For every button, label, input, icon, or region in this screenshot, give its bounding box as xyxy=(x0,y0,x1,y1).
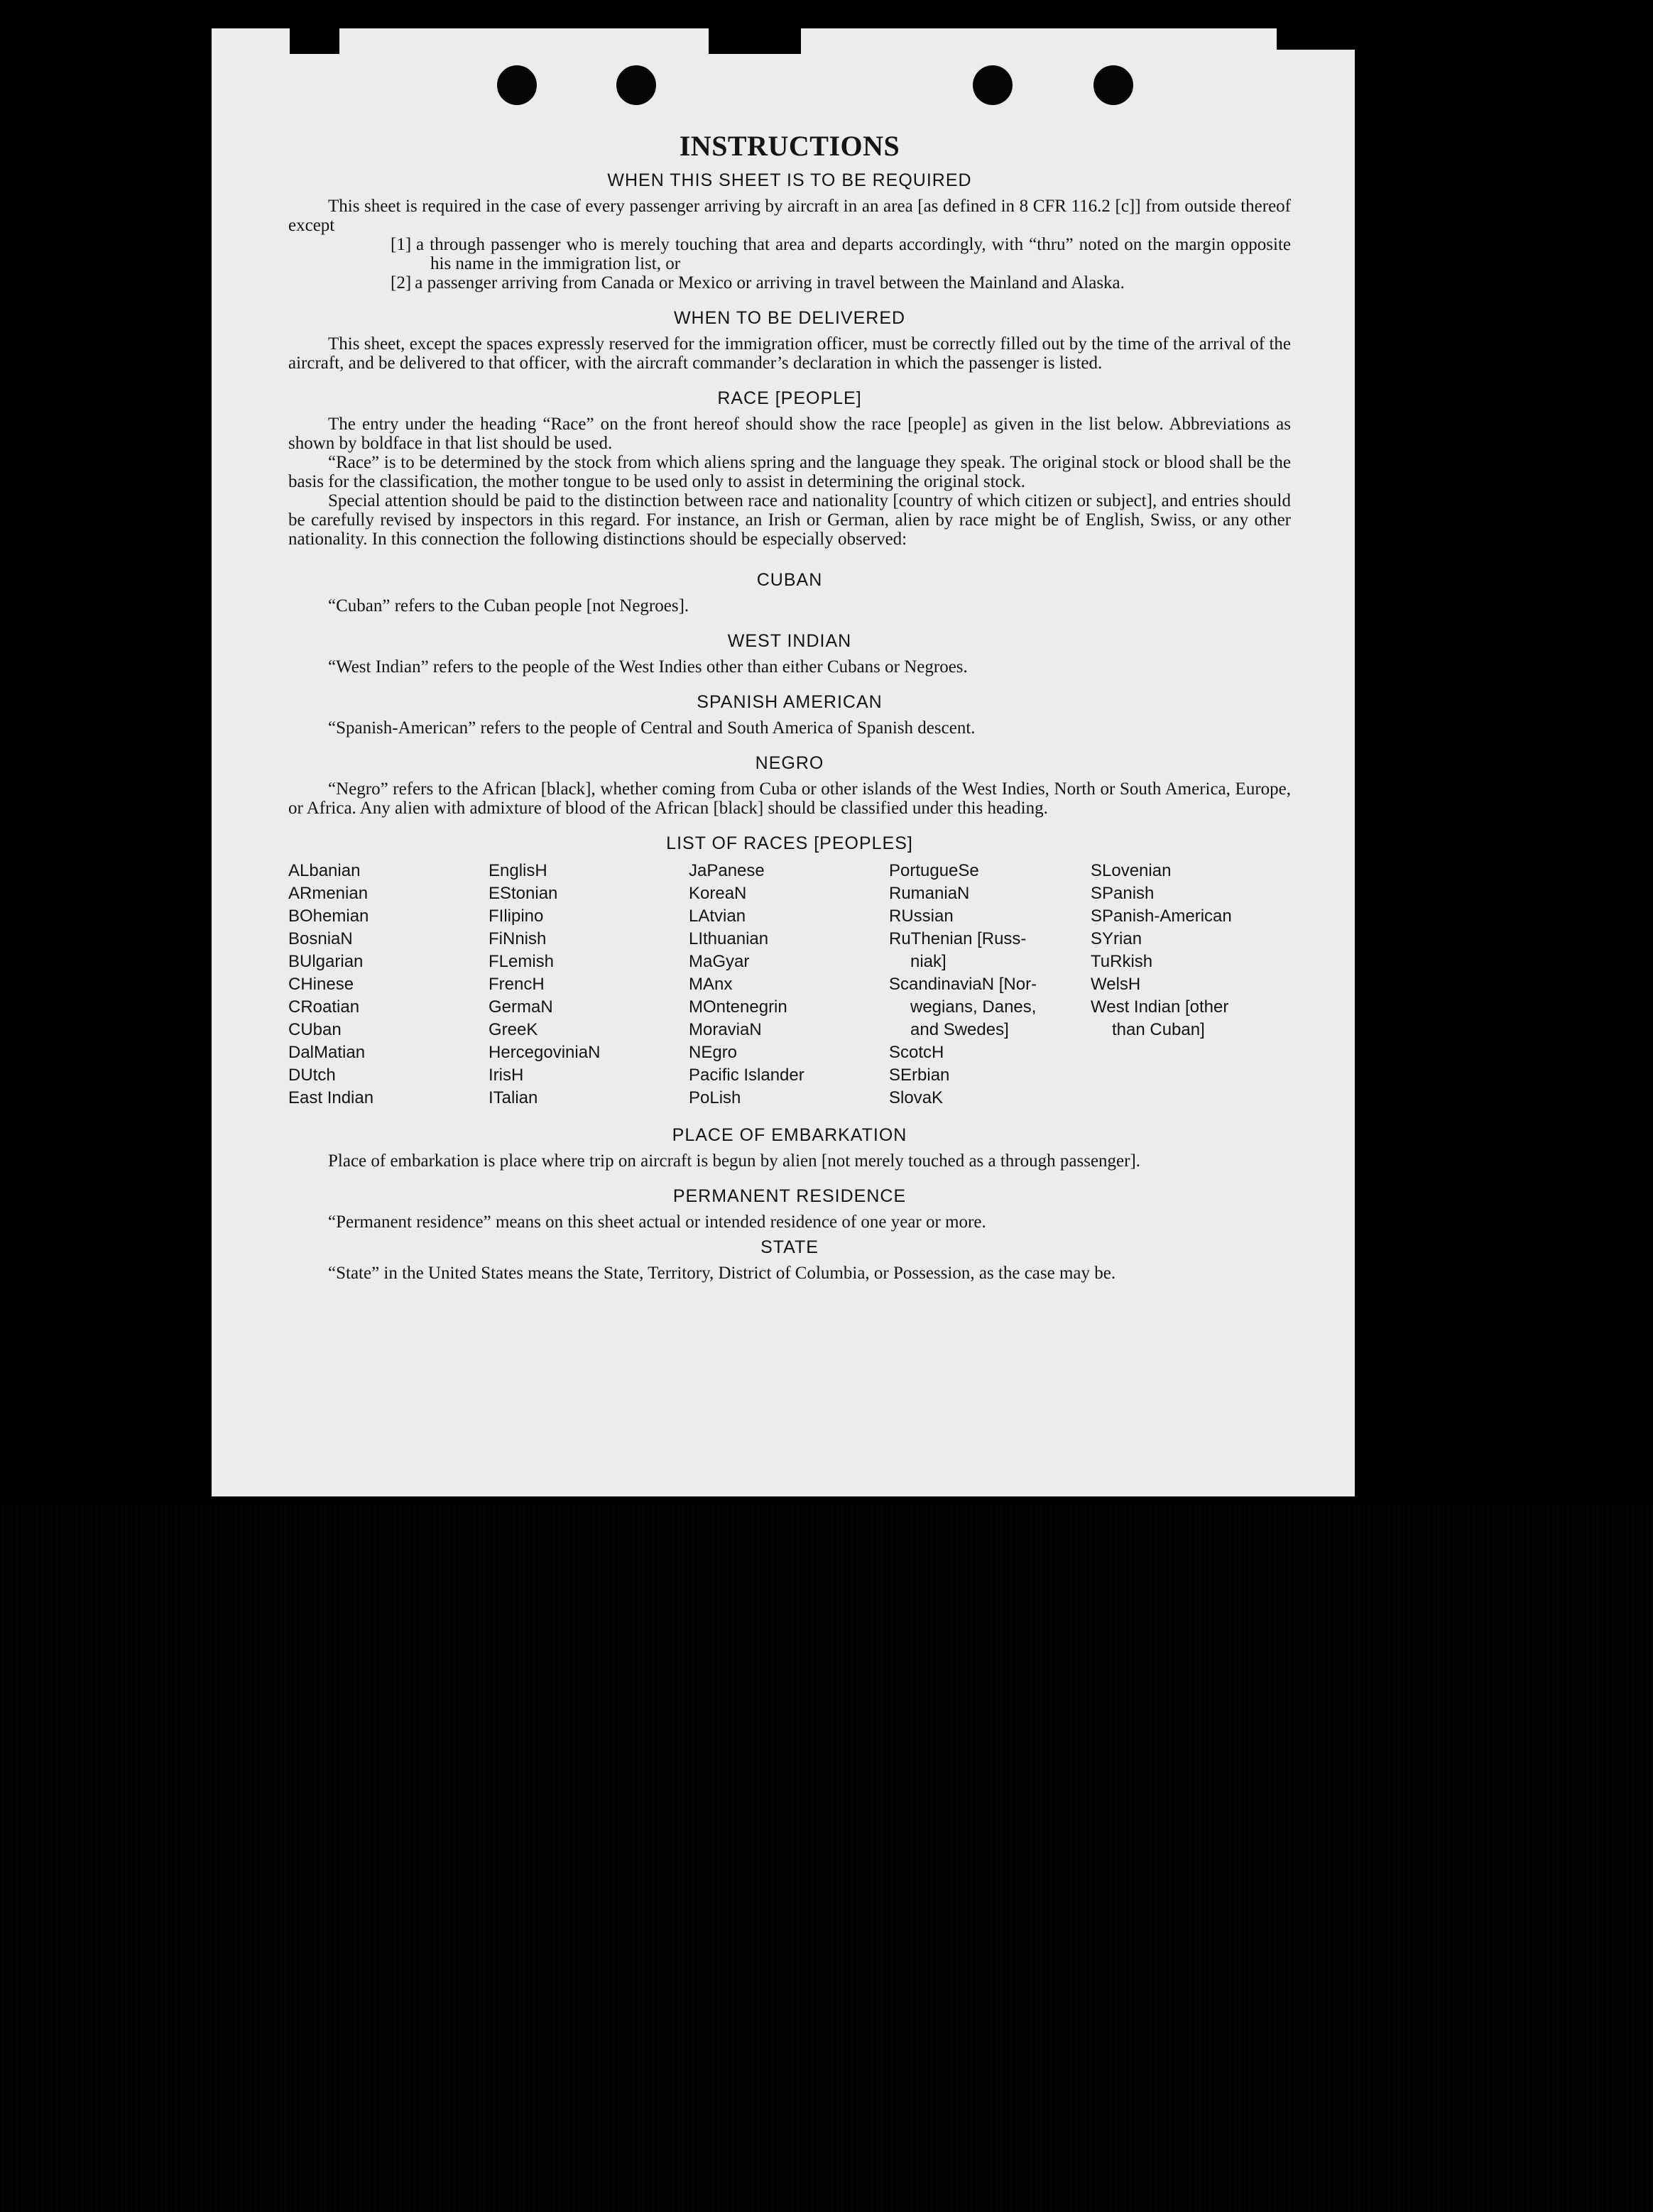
race-entry: SErbian xyxy=(889,1066,950,1085)
exception-item xyxy=(288,273,1291,292)
heading-cuban: CUBAN xyxy=(756,570,823,590)
item-number: [2] xyxy=(391,273,412,292)
race-entry: MAnx xyxy=(689,975,733,994)
races-list xyxy=(288,860,1291,1110)
race-entry: CUban xyxy=(288,1020,342,1039)
race-entry: TuRkish xyxy=(1091,952,1153,971)
torn-edge xyxy=(1277,28,1355,50)
race-entry: SYrian xyxy=(1091,929,1142,948)
page-title: INSTRUCTIONS xyxy=(679,130,900,162)
west-indian-text: “West Indian” refers to the people of the West Indies other than either Cubans or Negroes. xyxy=(328,657,968,677)
torn-edge xyxy=(709,28,801,54)
item-number: [1] xyxy=(391,235,412,254)
instruction-sheet xyxy=(212,28,1355,1496)
race-entry: West Indian [other xyxy=(1091,997,1229,1017)
race-entry: DUtch xyxy=(288,1066,336,1085)
heading-spanish-american: SPANISH AMERICAN xyxy=(697,692,883,712)
race-entry: WelsH xyxy=(1091,975,1141,994)
race-entry: SPanish-American xyxy=(1091,907,1232,926)
item-text: a passenger arriving from Canada or Mexico or arriving in travel between the Mainland and Alaska. xyxy=(415,273,1125,292)
race-entry: BosniaN xyxy=(288,929,353,948)
race-entry: BOhemian xyxy=(288,907,369,926)
race-entry: SlovaK xyxy=(889,1088,944,1107)
heading-embarkation: PLACE OF EMBARKATION xyxy=(672,1125,907,1145)
race-entry: RuThenian [Russ- xyxy=(889,929,1027,948)
races-column xyxy=(689,860,889,1110)
race-entry: SPanish xyxy=(1091,884,1155,903)
race-entry: JaPanese xyxy=(689,861,765,880)
race-entry: ScotcH xyxy=(889,1043,944,1062)
race-entry: FrencH xyxy=(489,975,545,994)
races-column xyxy=(288,860,489,1110)
race-entry: LAtvian xyxy=(689,907,746,926)
race-entry: and Swedes] xyxy=(910,1020,1009,1039)
race-paragraph-3: Special attention should be paid to the distinction between race and nationality [country of which citizen or subject], and entries should be carefully revised by inspectors in this regard. For instance, an Irish or German, alien by race might be of English, Swiss, or any other nationality. In this connection the following distinctions should be especially observed: xyxy=(288,491,1291,549)
race-entry: ITalian xyxy=(489,1088,538,1107)
race-entry: FIlipino xyxy=(489,907,544,926)
race-entry: MOntenegrin xyxy=(689,997,787,1017)
race-entry: SLovenian xyxy=(1091,861,1172,880)
heading-state: STATE xyxy=(760,1237,819,1257)
races-column xyxy=(889,860,1091,1110)
race-paragraph-2: “Race” is to be determined by the stock from which aliens spring and the language they speak. The original stock or blood shall be the basis for the classification, the mother tongue to be used only to assist in determining the original stock. xyxy=(288,453,1291,491)
race-entry: CHinese xyxy=(288,975,354,994)
sheet-content xyxy=(288,99,1291,1283)
race-entry: BUlgarian xyxy=(288,952,364,971)
heading-negro: NEGRO xyxy=(755,753,824,773)
scan-background xyxy=(0,1505,1653,2212)
heading-west-indian: WEST INDIAN xyxy=(727,631,852,651)
when-required-intro: This sheet is required in the case of every passenger arriving by aircraft in an area [as defined in 8 CFR 116.2 [c]] from outside thereof except xyxy=(288,197,1291,235)
races-column xyxy=(489,860,689,1110)
race-entry: GreeK xyxy=(489,1020,538,1039)
heading-list-of-races: LIST OF RACES [PEOPLES] xyxy=(666,833,913,853)
race-entry: than Cuban] xyxy=(1112,1020,1205,1039)
race-entry: MoraviaN xyxy=(689,1020,762,1039)
heading-when-delivered: WHEN TO BE DELIVERED xyxy=(673,308,906,328)
race-entry: GermaN xyxy=(489,997,553,1017)
heading-race: RACE [PEOPLE] xyxy=(717,388,862,408)
race-entry: NEgro xyxy=(689,1043,738,1062)
race-entry: PoLish xyxy=(689,1088,741,1107)
race-entry: EStonian xyxy=(489,884,558,903)
race-entry: IrisH xyxy=(489,1066,524,1085)
race-entry: FLemish xyxy=(489,952,555,971)
race-entry: DalMatian xyxy=(288,1043,366,1062)
race-entry: EnglisH xyxy=(489,861,547,880)
race-entry: wegians, Danes, xyxy=(910,997,1037,1017)
race-entry: RUssian xyxy=(889,907,954,926)
race-entry: FiNnish xyxy=(489,929,547,948)
race-entry: HercegoviniaN xyxy=(489,1043,601,1062)
exception-item xyxy=(288,235,1291,273)
race-entry: CRoatian xyxy=(288,997,360,1017)
heading-permanent-residence: PERMANENT RESIDENCE xyxy=(672,1186,907,1206)
race-entry: RumaniaN xyxy=(889,884,970,903)
when-delivered-text: This sheet, except the spaces expressly reserved for the immigration officer, must be correctly filled out by the time of the arrival of the aircraft, and be delivered to that officer, with the aircraft commander’s declaration in which the passenger is listed. xyxy=(288,334,1291,373)
race-entry: LIthuanian xyxy=(689,929,769,948)
embarkation-text: Place of embarkation is place where trip on aircraft is begun by alien [not merely touched as a through passenger]. xyxy=(328,1151,1141,1171)
torn-edge xyxy=(290,28,339,54)
race-entry: niak] xyxy=(910,952,946,971)
race-entry: ARmenian xyxy=(288,884,369,903)
race-entry: KoreaN xyxy=(689,884,747,903)
race-entry: ALbanian xyxy=(288,861,361,880)
negro-text: “Negro” refers to the African [black], whether coming from Cuba or other islands of the West Indies, North or South America, Europe, or Africa. Any alien with admixture of blood of the African [black] should be classified under this heading. xyxy=(288,779,1291,818)
race-entry: ScandinaviaN [Nor- xyxy=(889,975,1037,994)
residence-text: “Permanent residence” means on this sheet actual or intended residence of one year or more. xyxy=(328,1212,986,1232)
state-text: “State” in the United States means the State, Territory, District of Columbia, or Possession, as the case may be. xyxy=(328,1264,1116,1283)
races-column xyxy=(1091,860,1291,1110)
race-entry: MaGyar xyxy=(689,952,750,971)
race-entry: PortugueSe xyxy=(889,861,979,880)
heading-when-required: WHEN THIS SHEET IS TO BE REQUIRED xyxy=(607,170,972,190)
item-text: a through passenger who is merely touching that area and departs accordingly, with “thru” noted on the margin opposite his name in the immigration list, or xyxy=(416,235,1291,273)
race-entry: Pacific Islander xyxy=(689,1066,804,1085)
race-paragraph-1: The entry under the heading “Race” on the front hereof should show the race [people] as given in the list below. Abbreviations as shown by boldface in that list should be used. xyxy=(288,415,1291,453)
race-entry: East Indian xyxy=(288,1088,374,1107)
spanish-american-text: “Spanish-American” refers to the people of Central and South America of Spanish descent. xyxy=(328,718,976,738)
cuban-text: “Cuban” refers to the Cuban people [not Negroes]. xyxy=(328,596,689,615)
